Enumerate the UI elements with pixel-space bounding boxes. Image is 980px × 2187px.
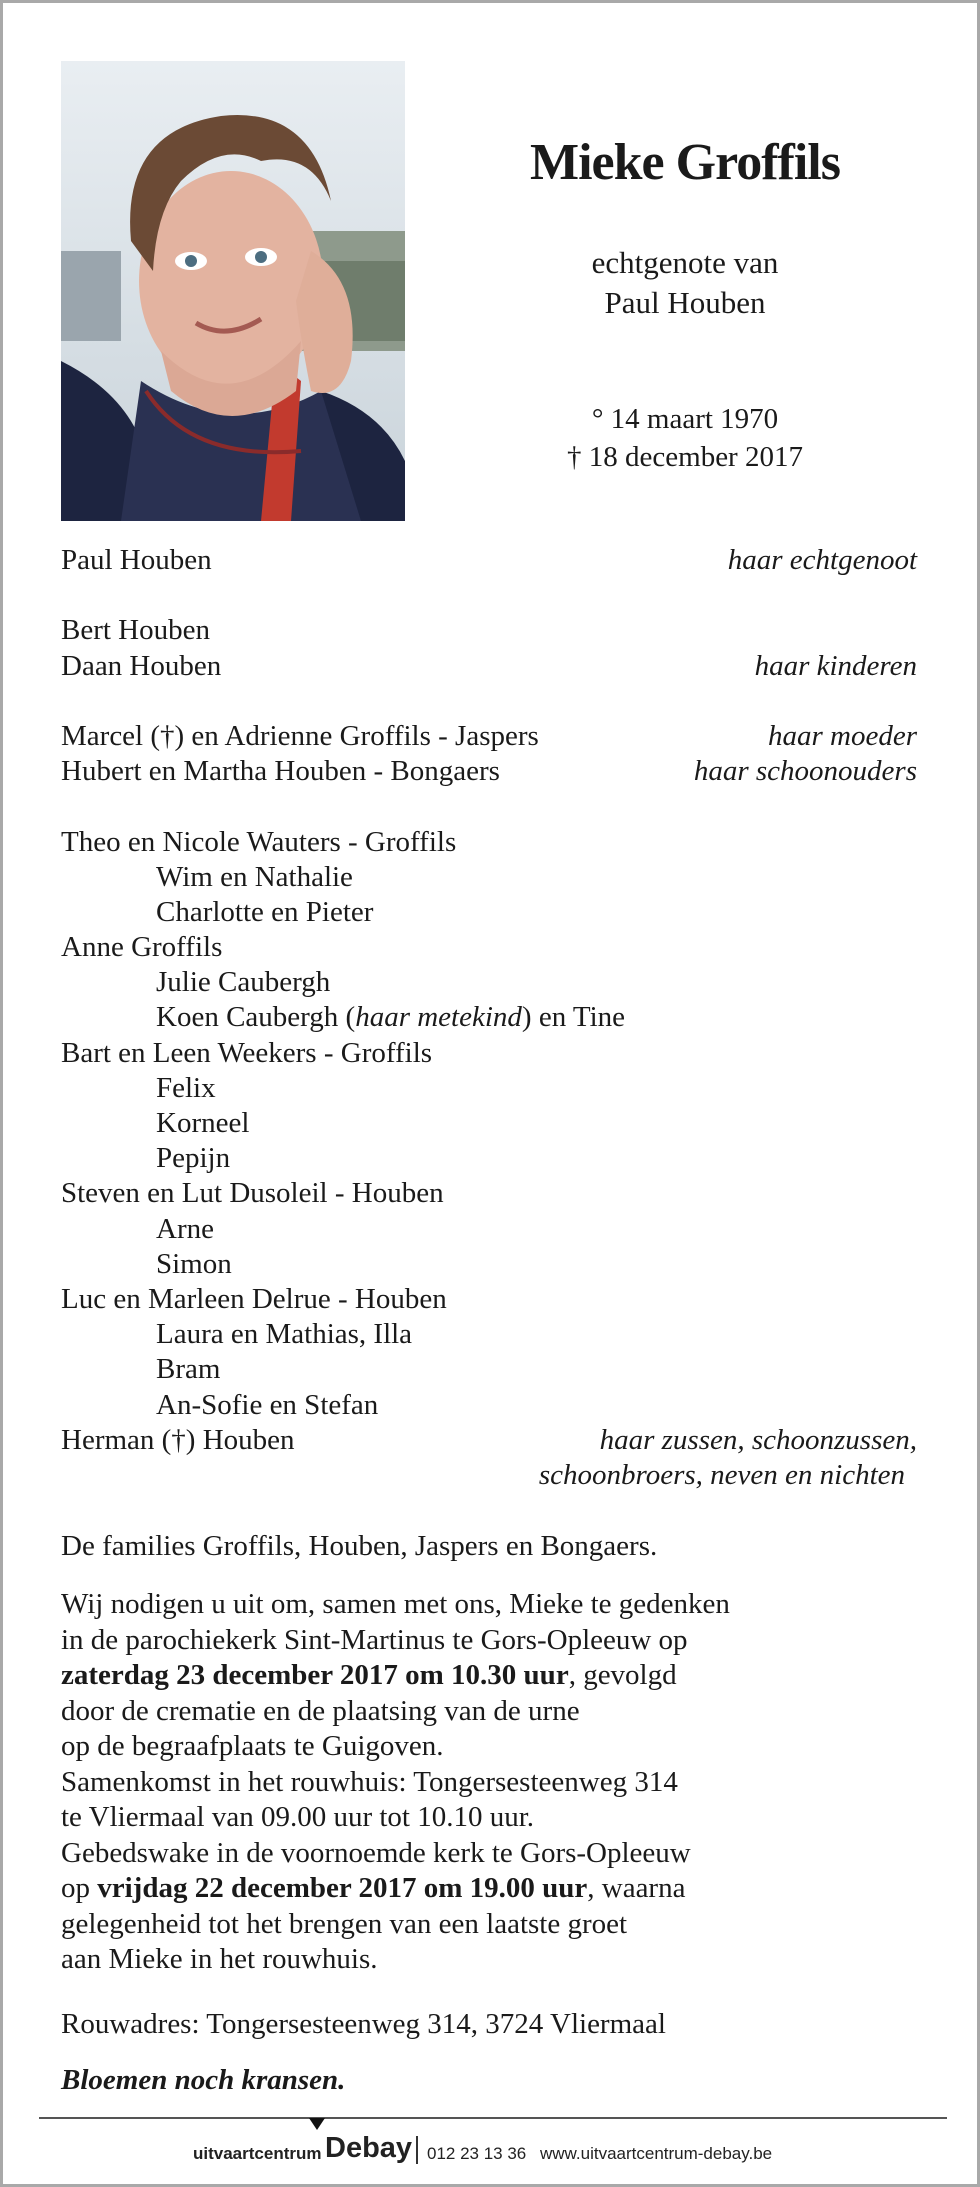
relative-name: Paul Houben [61, 544, 212, 576]
family-row: Herman (†) Houben haar zussen, schoonzussen, [61, 1423, 921, 1458]
life-dates [443, 400, 927, 476]
family-row: Theo en Nicole Wauters - Groffils [61, 825, 457, 858]
family-row: Bart en Leen Weekers - Groffils [61, 1036, 433, 1069]
death-date: † 18 december 2017 [567, 441, 803, 473]
relative-name: Daan Houben [61, 649, 222, 682]
spouse-intro: echtgenote van [591, 245, 779, 280]
family-row: Koen Caubergh (haar metekind) en Tine [156, 1001, 626, 1034]
family-row: Pepijn [156, 1142, 231, 1175]
godchild-note: haar metekind [355, 1001, 522, 1034]
family-row: Arne [156, 1212, 214, 1245]
relative-role: haar schoonouders [693, 755, 917, 788]
relative-name: Hubert en Martha Houben - Bongaers [61, 755, 500, 788]
spouse-block [443, 243, 927, 323]
relatives-list [61, 543, 921, 1493]
footer-brand: uitvaartcentrum [193, 2144, 322, 2163]
family-row: Korneel [156, 1107, 250, 1139]
family-row: Bram [156, 1353, 221, 1386]
relative-row-child [61, 613, 921, 648]
family-row: Julie Caubergh [156, 966, 331, 999]
portrait-photo [61, 61, 405, 521]
relative-role: haar kinderen [754, 649, 917, 682]
family-row: Simon [156, 1247, 232, 1280]
family-row: Laura en Mathias, Illa [156, 1318, 413, 1351]
vigil-datetime: vrijdag 22 december 2017 om 19.00 uur [97, 1872, 588, 1904]
flowers-note: Bloemen noch kransen. [61, 2064, 346, 2096]
mourning-address: Rouwadres: Tongersesteenweg 314, 3724 Vliermaal [61, 2008, 666, 2040]
relative-row-in-laws [61, 754, 921, 789]
siblings-role: haar zussen, schoonzussen, [599, 1423, 917, 1456]
siblings-role: schoonbroers, neven en nichten [538, 1458, 905, 1491]
family-row: Wim en Nathalie [156, 860, 353, 893]
siblings-role-row [61, 1458, 921, 1493]
families-line: De families Groffils, Houben, Jaspers en Bongaers. [61, 1530, 658, 1562]
deceased-name: Mieke Groffils [530, 134, 840, 191]
birth-date: ° 14 maart 1970 [591, 403, 779, 435]
family-row: Charlotte en Pieter [156, 895, 374, 928]
invitation-text: Wij nodigen u uit om, samen met ons, Mieke te gedenken in de parochiekerk Sint-Martinus te Gors-Opleeuw op zaterdag 23 december 2017 om 10.30 uur, gevolgd door de crematie en de plaatsing van de urne op de begraafplaats te Guigoven. Samenkomst in het rouwhuis: Tongersesteenweg 314 te Vliermaal van 09.00 uur tot 10.10 uur. Gebedswake in de voornoemde kerk te Gors-Opleeuw op vrijdag 22 december 2017 om 19.00 uur, waarna gelegenheid tot het brengen van een laatste groet aan Mieke in het rouwhuis. [61, 1588, 730, 1975]
funeral-datetime: zaterdag 23 december 2017 om 10.30 uur [61, 1659, 569, 1691]
relative-name: Bert Houben [61, 614, 210, 647]
brand-triangle-icon [309, 2118, 325, 2130]
relative-row-parents [61, 719, 921, 754]
relative-row-child [61, 649, 921, 684]
footer-website[interactable]: www.uitvaartcentrum-debay.be [540, 2144, 773, 2163]
relative-name: Marcel (†) en Adrienne Groffils - Jaspers [61, 719, 539, 752]
family-row: Luc en Marleen Delrue - Houben [61, 1282, 447, 1315]
family-row: Anne Groffils [61, 931, 223, 964]
footer-separator [416, 2136, 418, 2164]
footer-brand-name: Debay [325, 2132, 413, 2164]
family-row: Steven en Lut Dusoleil - Houben [61, 1177, 444, 1210]
family-row: An-Sofie en Stefan [156, 1388, 379, 1421]
footer [3, 2130, 980, 2170]
relative-row-spouse [61, 543, 921, 578]
footer-divider [39, 2117, 947, 2119]
relative-role: haar moeder [767, 719, 917, 752]
spouse-name: Paul Houben [604, 285, 766, 320]
family-row: Felix [156, 1071, 216, 1104]
relative-role: haar echtgenoot [727, 544, 917, 576]
footer-phone: 012 23 13 36 [427, 2144, 527, 2163]
